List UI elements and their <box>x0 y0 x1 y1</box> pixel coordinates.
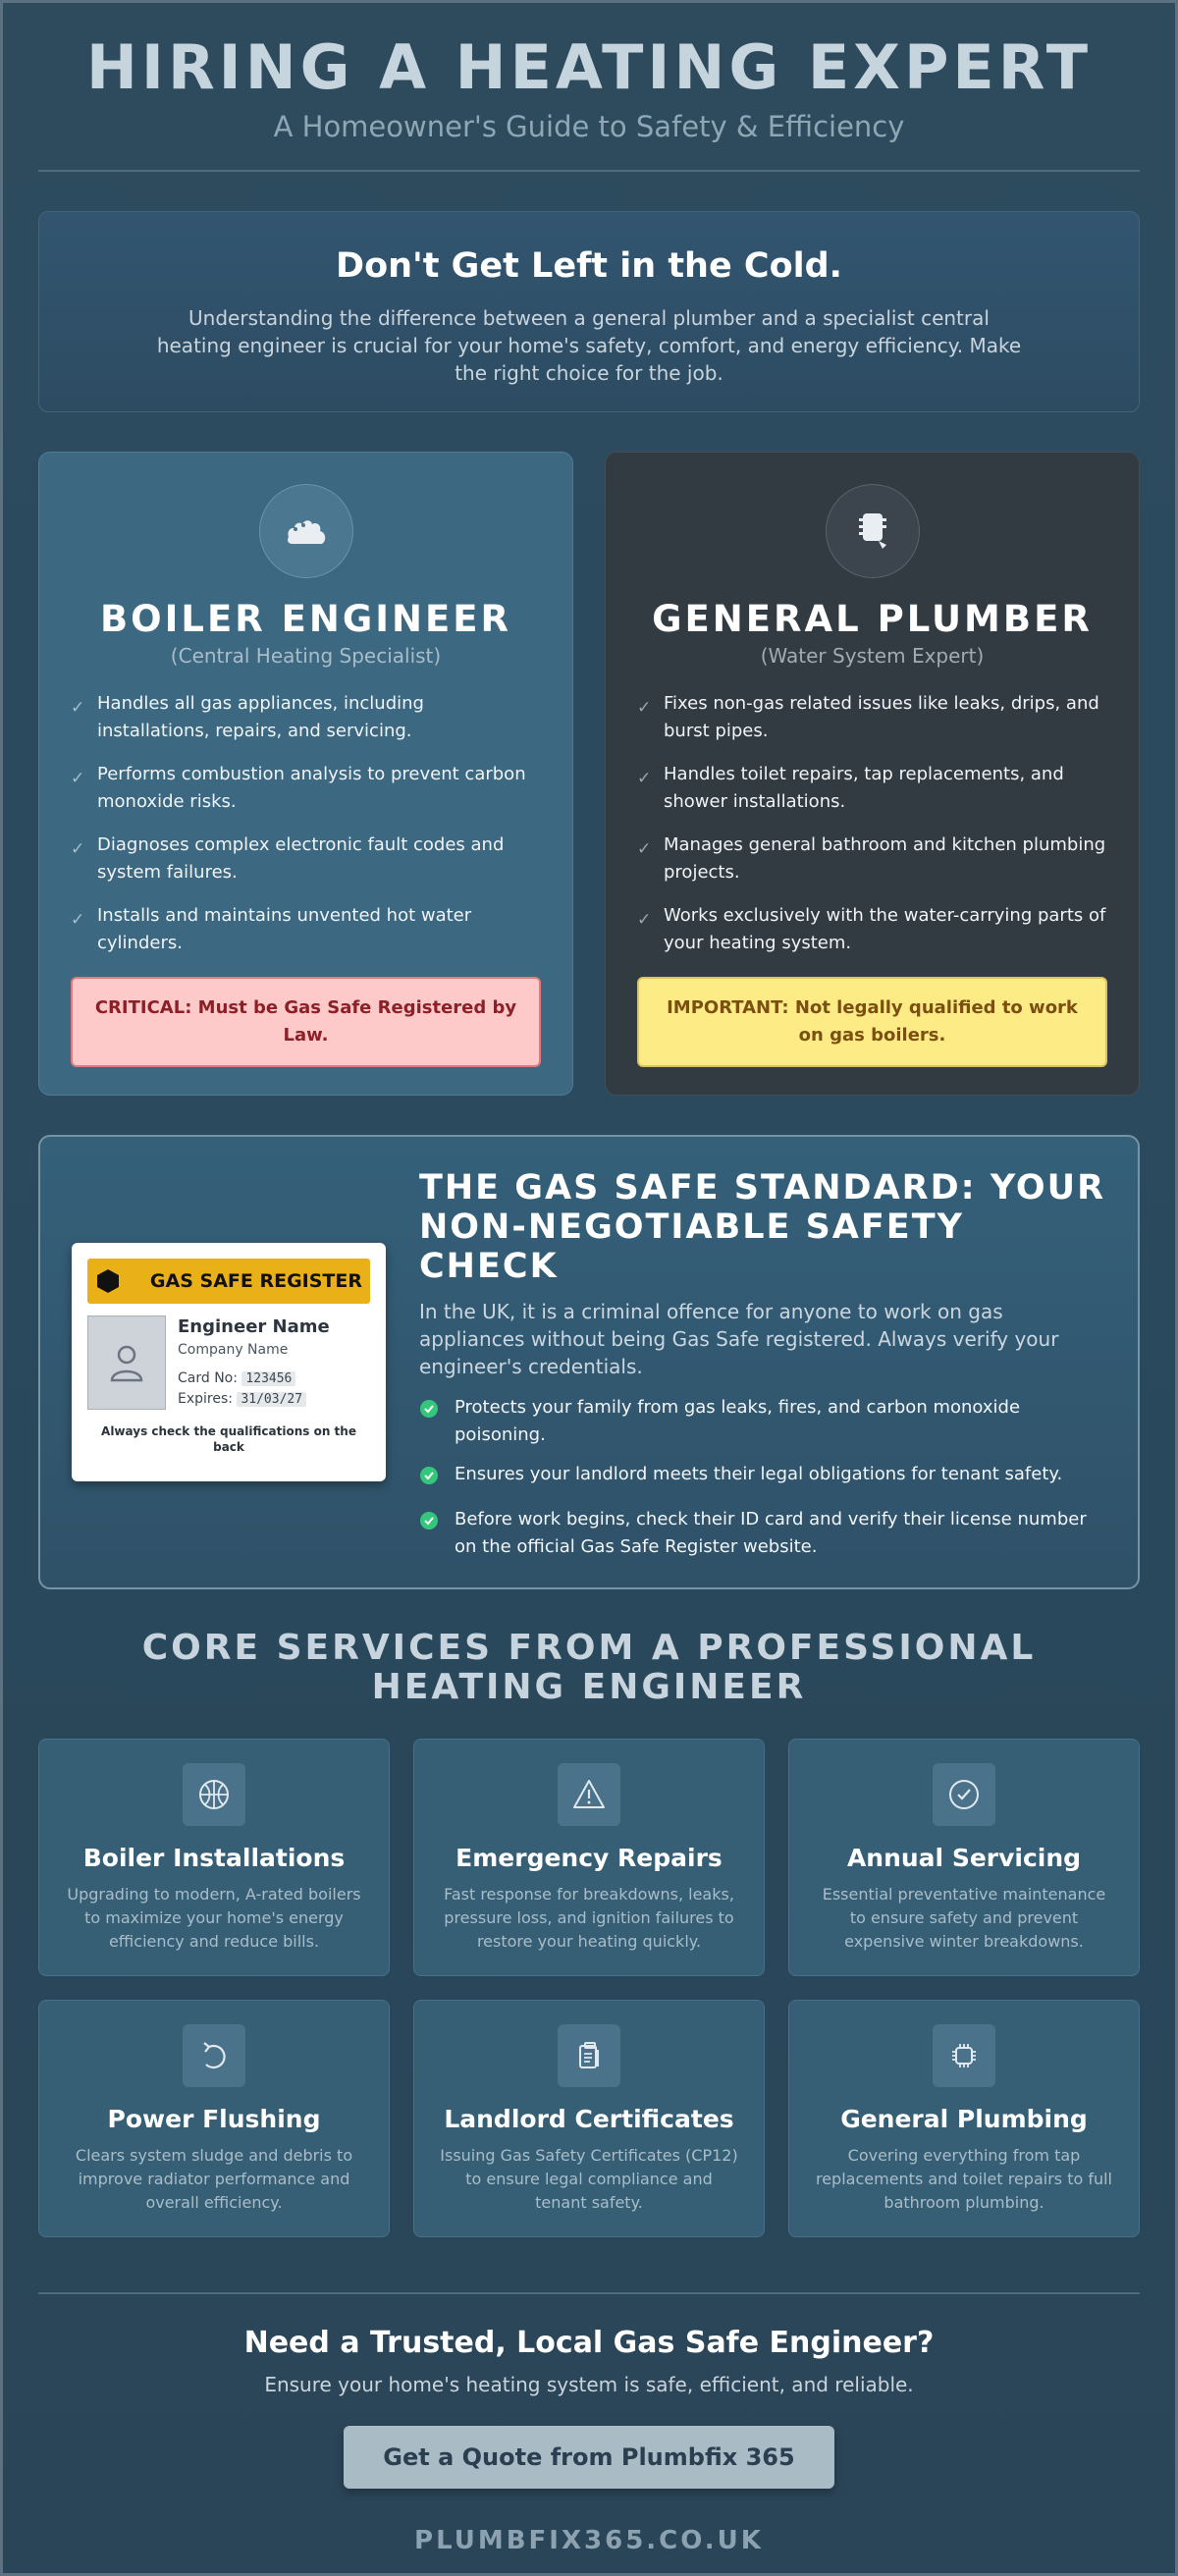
list-item: Before work begins, check their ID card and verify their license number on the official Gas Safe Register website. <box>419 1506 1106 1561</box>
gas-safe-card-column <box>72 1137 388 1587</box>
service-text: Essential preventative maintenance to ensure safety and prevent expensive winter breakdowns. <box>822 1885 1106 1951</box>
id-card-header <box>87 1259 370 1304</box>
list-item: Ensures your landlord meets their legal obligations for tenant safety. <box>419 1461 1106 1494</box>
id-card-info <box>178 1315 330 1410</box>
card-number: 123456 <box>241 1371 295 1386</box>
gas-safe-section <box>38 1135 1140 1589</box>
list-item: ✓ Manages general bathroom and kitchen plumbing projects. <box>637 832 1107 886</box>
list-item: Protects your family from gas leaks, fires, and carbon monoxide poisoning. <box>419 1394 1106 1449</box>
important-alert: IMPORTANT: Not legally qualified to work on gas boilers. <box>637 977 1107 1067</box>
gas-safe-id-card <box>72 1243 386 1481</box>
service-text: Covering everything from tap replacements and toilet repairs to full bathroom plumbing. <box>815 2146 1112 2212</box>
check-icon: ✓ <box>71 698 85 718</box>
services-title: CORE SERVICES FROM A PROFESSIONAL HEATING ENGINEER <box>141 1628 1037 1707</box>
cta-heading: Need a Trusted, Local Gas Safe Engineer? <box>243 2326 935 2360</box>
service-card-emergency-repairs <box>413 1739 765 1976</box>
service-card-annual-servicing <box>788 1739 1140 1976</box>
check-circle-icon <box>933 1763 995 1826</box>
page-title: HIRING A HEATING EXPERT <box>85 31 1093 103</box>
boiler-duties-list <box>71 690 541 957</box>
gas-safe-logo-icon <box>95 1268 121 1294</box>
check-icon: ✓ <box>71 910 85 930</box>
service-card-general-plumbing <box>788 2000 1140 2237</box>
boiler-engineer-title: BOILER ENGINEER <box>99 598 512 640</box>
id-card-body <box>87 1315 370 1410</box>
service-title: General Plumbing <box>840 2105 1088 2133</box>
gas-safe-title: THE GAS SAFE STANDARD: YOUR NON-NEGOTIABLE SAFETY CHECK <box>419 1168 1106 1286</box>
id-card-title: GAS SAFE REGISTER <box>149 1270 362 1292</box>
clipboard-icon <box>558 2024 620 2087</box>
service-card-power-flushing <box>38 2000 390 2237</box>
page-subtitle: A Homeowner's Guide to Safety & Efficiency <box>273 110 905 143</box>
warning-icon <box>558 1763 620 1826</box>
service-title: Power Flushing <box>107 2105 321 2133</box>
get-quote-button[interactable]: Get a Quote from Plumbfix 365 <box>344 2426 834 2489</box>
check-circle-icon <box>419 1394 455 1449</box>
expiry-row: Expires: 31/03/27 <box>178 1389 330 1410</box>
check-icon: ✓ <box>71 839 85 859</box>
company-name: Company Name <box>178 1342 289 1358</box>
comparison-section <box>38 452 1140 1096</box>
intro-panel <box>38 211 1140 412</box>
plumber-duties-list <box>637 690 1107 957</box>
general-plumber-title: GENERAL PLUMBER <box>652 598 1093 640</box>
expiry-date: 31/03/27 <box>237 1392 306 1407</box>
fire-icon <box>259 484 353 578</box>
list-item: ✓ Handles toilet repairs, tap replacements, and shower installations. <box>637 761 1107 816</box>
check-icon: ✓ <box>71 769 85 788</box>
service-title: Landlord Certificates <box>444 2105 734 2133</box>
list-item: ✓ Fixes non-gas related issues like leaks, drips, and burst pipes. <box>637 690 1107 745</box>
list-item: ✓ Handles all gas appliances, including installations, repairs, and servicing. <box>71 690 541 745</box>
boiler-engineer-card <box>38 452 573 1096</box>
intro-heading: Don't Get Left in the Cold. <box>336 246 842 286</box>
service-text: Clears system sludge and debris to improve radiator performance and overall efficiency. <box>75 2146 353 2212</box>
cta-text: Ensure your home's heating system is safe, efficient, and reliable. <box>264 2373 914 2396</box>
list-item: ✓ Works exclusively with the water-carrying parts of your heating system. <box>637 902 1107 957</box>
gas-safe-info <box>419 1137 1106 1587</box>
services-grid <box>38 1739 1140 2237</box>
check-icon: ✓ <box>637 839 652 859</box>
service-card-landlord-certificates <box>413 2000 765 2237</box>
check-circle-icon <box>419 1461 455 1494</box>
service-title: Boiler Installations <box>82 1844 346 1872</box>
divider <box>38 170 1140 172</box>
service-title: Annual Servicing <box>846 1844 1082 1872</box>
id-card-note: Always check the qualifications on the back <box>101 1424 356 1454</box>
check-icon: ✓ <box>637 910 652 930</box>
website-link[interactable]: PLUMBFIX365.CO.UK <box>414 2526 764 2555</box>
service-text: Upgrading to modern, A-rated boilers to maximize your home's energy efficiency and reduce bills. <box>67 1885 361 1951</box>
card-number-row: Card No: 123456 <box>178 1368 330 1389</box>
page-header <box>3 3 1175 146</box>
intro-text: Understanding the difference between a general plumber and a specialist central heating engineer is crucial for your home's safety, comfort, and energy efficiency. Make the right choice for the job. <box>156 306 1022 385</box>
wrench-icon <box>826 484 920 578</box>
refresh-icon <box>183 2024 245 2087</box>
list-item: ✓ Performs combustion analysis to prevent carbon monoxide risks. <box>71 761 541 816</box>
list-item: ✓ Diagnoses complex electronic fault codes and system failures. <box>71 832 541 886</box>
service-card-boiler-installations <box>38 1739 390 1976</box>
check-circle-icon <box>419 1506 455 1561</box>
critical-alert: CRITICAL: Must be Gas Safe Registered by Law. <box>71 977 541 1067</box>
gas-safe-description: In the UK, it is a criminal offence for anyone to work on gas appliances without being Gas Safe registered. Always verify your engineer's credentials. <box>419 1300 1059 1378</box>
service-text: Fast response for breakdowns, leaks, pressure loss, and ignition failures to restore your heating quickly. <box>444 1885 734 1951</box>
service-title: Emergency Repairs <box>455 1844 723 1872</box>
gas-safe-points <box>419 1394 1106 1561</box>
user-avatar-icon <box>87 1315 166 1410</box>
boiler-engineer-role: (Central Heating Specialist) <box>170 644 442 668</box>
check-icon: ✓ <box>637 698 652 718</box>
general-plumber-card <box>605 452 1140 1096</box>
check-icon: ✓ <box>637 769 652 788</box>
chip-icon <box>933 2024 995 2087</box>
service-text: Issuing Gas Safety Certificates (CP12) to ensure legal compliance and tenant safety. <box>440 2146 738 2212</box>
list-item: ✓ Installs and maintains unvented hot water cylinders. <box>71 902 541 957</box>
engineer-name: Engineer Name <box>178 1316 330 1337</box>
cta-section <box>3 2294 1175 2557</box>
general-plumber-role: (Water System Expert) <box>760 644 985 668</box>
globe-icon <box>183 1763 245 1826</box>
